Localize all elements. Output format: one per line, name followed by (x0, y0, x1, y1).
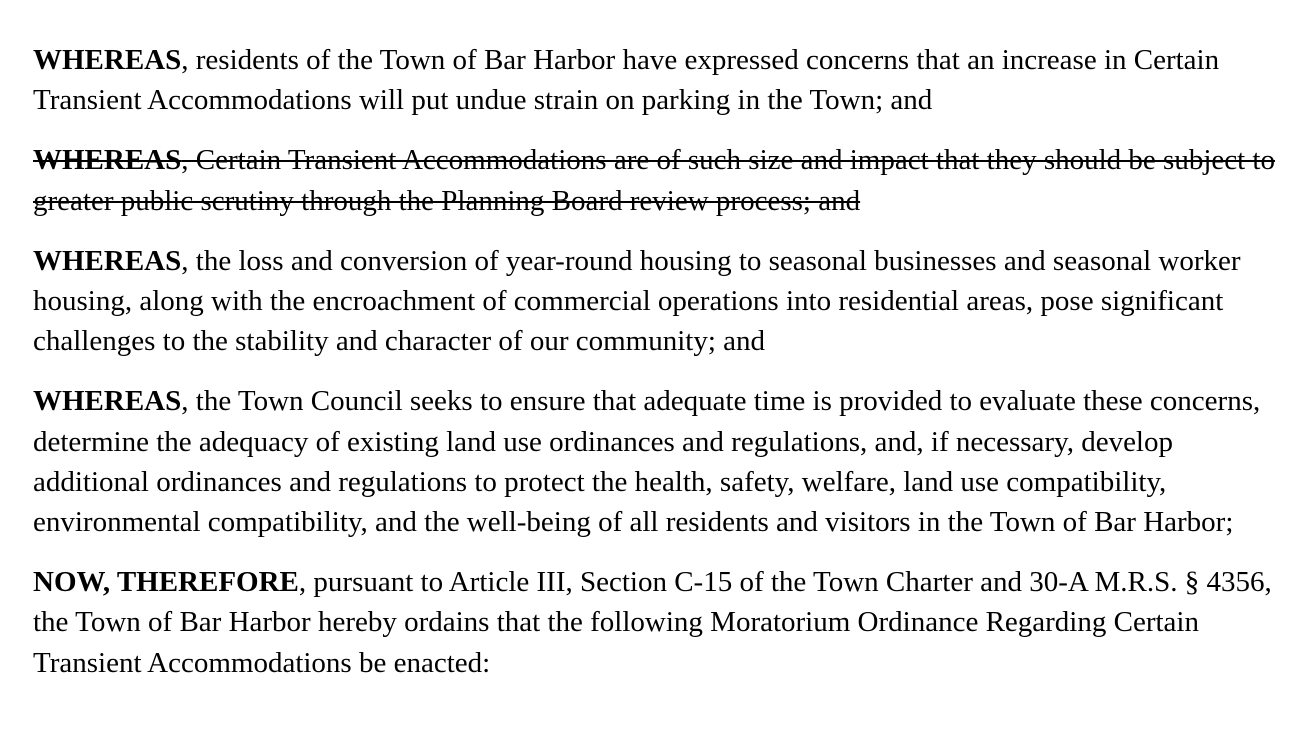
paragraph-lead: WHEREAS (33, 44, 182, 76)
whereas-council-paragraph (33, 381, 1283, 542)
paragraph-text: , the loss and conversion of year-round housing to seasonal businesses and seasonal worker housing, along with the encroachment of commercial operations into residential areas, pose significant challenges to the stability and character of our community; and (33, 244, 1241, 358)
paragraph-lead: WHEREAS (33, 244, 182, 277)
paragraph-text: , the Town Council seeks to ensure that adequate time is provided to evaluate these concerns, determine the adequacy of existing land use ordinances and regulations, and, if necessary, develop additional ordinances and regulations to protect the health, safety, welfare, land use compatibility, environmental compatibility, and the well-being of all residents and visitors in the Town of Bar Harbor; (33, 385, 1261, 539)
paragraph-lead: NOW, THEREFORE (33, 566, 299, 599)
whereas-parking-paragraph (33, 40, 1283, 120)
whereas-struck-paragraph (33, 140, 1283, 220)
now-therefore-paragraph (33, 562, 1283, 683)
paragraph-text: , residents of the Town of Bar Harbor have expressed concerns that an increase in Certain Transient Accommodations will put undue strain on parking in the Town; and (33, 44, 1220, 117)
paragraph-text: , Certain Transient Accommodations are of such size and impact that they should be subject to greater public scrutiny through the Planning Board review process; and (33, 144, 1275, 217)
whereas-housing-paragraph (33, 241, 1283, 362)
paragraph-text: , pursuant to Article III, Section C-15 of the Town Charter and 30-A M.R.S. § 4356, the Town of Bar Harbor hereby ordains that the following Moratorium Ordinance Regarding Certain Transient Accommodations be enacted: (33, 566, 1272, 679)
document-body (33, 40, 1283, 703)
paragraph-lead: WHEREAS (33, 385, 182, 418)
paragraph-lead: WHEREAS (33, 144, 182, 177)
